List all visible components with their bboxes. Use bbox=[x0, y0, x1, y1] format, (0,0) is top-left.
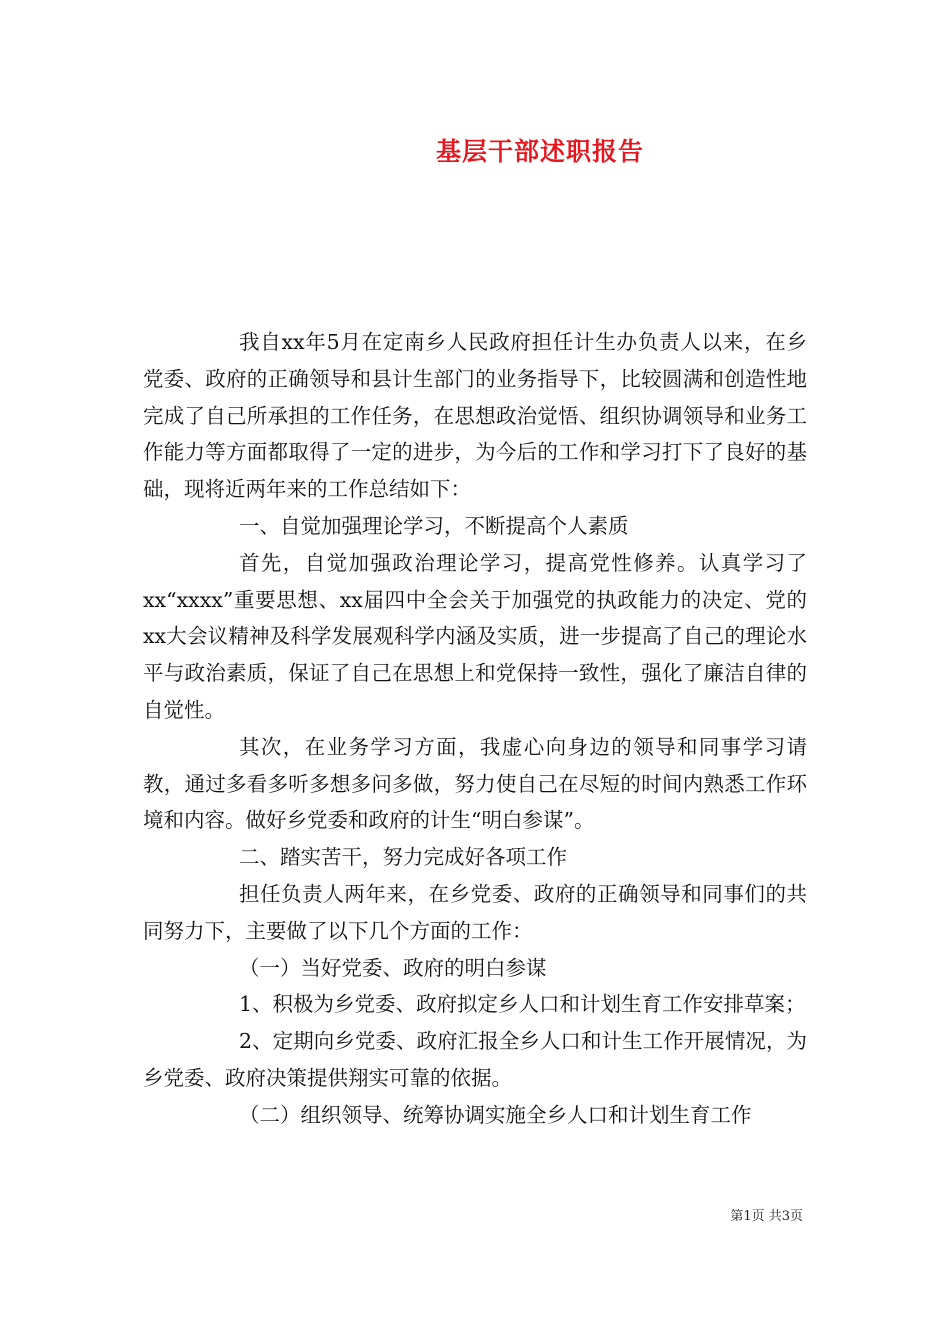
paragraph-work-summary: 担任负责人两年来，在乡党委、政府的正确领导和同事们的共同努力下，主要做了以下几个方面的工作： bbox=[143, 881, 807, 943]
document-title: 基层干部述职报告 bbox=[435, 137, 644, 166]
list-item-2: 2、定期向乡党委、政府汇报全乡人口和计生工作开展情况，为乡党委、政府决策提供翔实可靠的依据。 bbox=[143, 1029, 807, 1090]
subsection-heading-1: （一）当好党委、政府的明白参谋 bbox=[239, 955, 547, 980]
list-item-1: 1、积极为乡党委、政府拟定乡人口和计划生育工作安排草案； bbox=[239, 992, 806, 1017]
page-number: 第1页 共3页 bbox=[730, 1209, 803, 1224]
subsection-heading-2: （二）组织领导、统筹协调实施全乡人口和计划生育工作 bbox=[239, 1102, 752, 1127]
paragraph-study-politics: 首先，自觉加强政治理论学习，提高党性修养。认真学习了xx“xxxx”重要思想、xx届四中全会关于加强党的执政能力的决定、党的xx大会议精神及科学发展观科学内涵及实质，进一步提高了自己的理论水平与政治素质，保证了自己在思想上和党保持一致性，强化了廉洁自律的自觉性。 bbox=[143, 550, 807, 722]
document-body bbox=[143, 324, 807, 1134]
section-heading-2: 二、踏实苦干，努力完成好各项工作 bbox=[239, 845, 567, 870]
section-heading-1: 一、自觉加强理论学习，不断提高个人素质 bbox=[239, 513, 629, 538]
paragraph-intro: 我自xx年5月在定南乡人民政府担任计生办负责人以来，在乡党委、政府的正确领导和县计生部门的业务指导下，比较圆满和创造性地完成了自己所承担的工作任务，在思想政治觉悟、组织协调领导和业务工作能力等方面都取得了一定的进步，为今后的工作和学习打下了良好的基础，现将近两年来的工作总结如下： bbox=[143, 330, 807, 502]
paragraph-study-business: 其次，在业务学习方面，我虚心向身边的领导和同事学习请教，通过多看多听多想多问多做，努力使自己在尽短的时间内熟悉工作环境和内容。做好乡党委和政府的计生“明白参谋”。 bbox=[143, 734, 807, 833]
